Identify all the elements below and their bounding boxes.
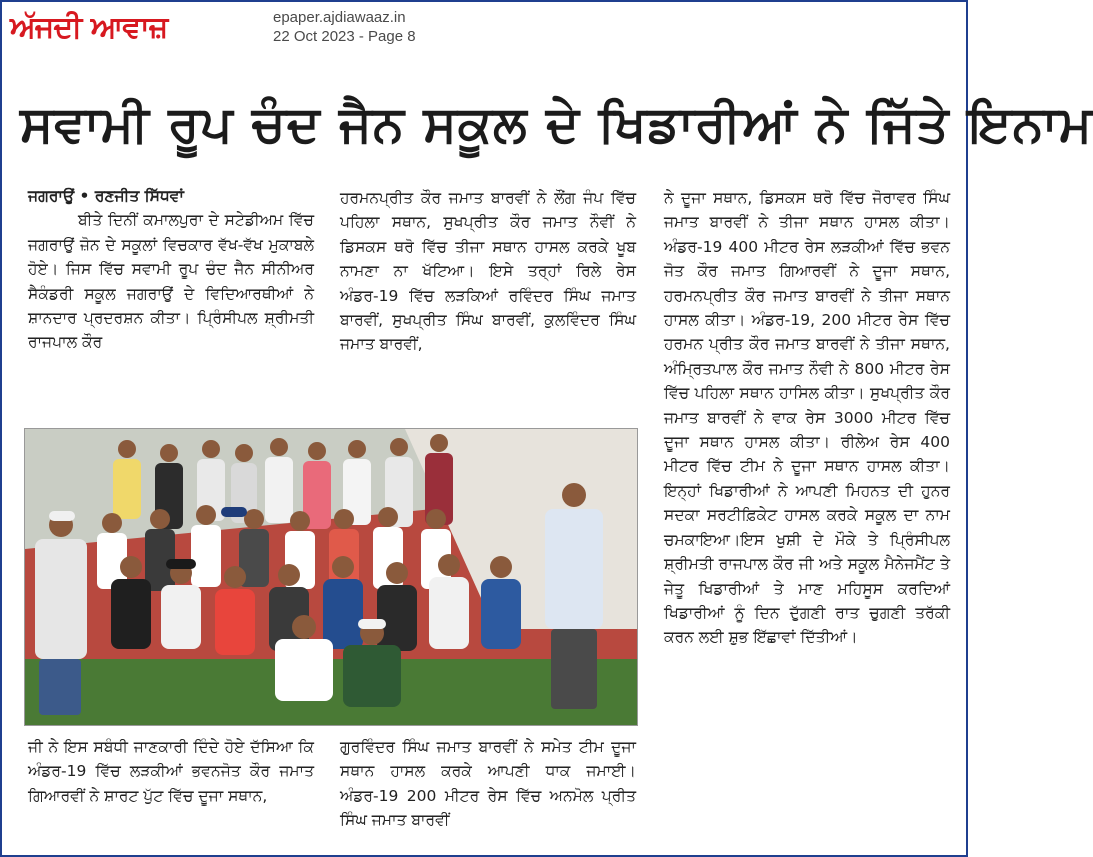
col1-top-text: ਬੀਤੇ ਦਿਨੀਂ ਕਮਾਲਪੁਰਾ ਦੇ ਸਟੇਡੀਅਮ ਵਿੱਚ ਜਗਰਾਉਂ ਜ਼ੋਨ ਦੇ ਸਕੂਲਾਂ ਵਿਚਕਾਰ ਵੱਖ-ਵੱਖ ਮੁਕਾਬਲੇ ਹੋਏ। ਜਿਸ ਵਿੱਚ ਸਵਾਮੀ ਰੂਪ ਚੰਦ ਜੈਨ ਸੀਨੀਅਰ ਸੈਕੰਡਰੀ ਸਕੂਲ ਜਗਰਾਉਂ ਦੇ ਵਿਦਿਆਰਥੀਆਂ ਨੇ ਸ਼ਾਨਦਾਰ ਪ੍ਰਦਰਸ਼ਨ ਕੀਤਾ। ਪ੍ਰਿੰਸੀਪਲ ਸ਼੍ਰੀਮਤੀ ਰਾਜਪਾਲ ਕੌਰ	[28, 211, 314, 352]
headline: ਸਵਾਮੀ ਰੂਪ ਚੰਦ ਜੈਨ ਸਕੂਲ ਦੇ ਖਿਡਾਰੀਆਂ ਨੇ ਜਿੱਤੇ ਇਨਾਮ	[20, 95, 1093, 153]
col3-text: ਨੇ ਦੂਜਾ ਸਥਾਨ, ਡਿਸਕਸ ਥਰੋ ਵਿੱਚ ਜੋਰਾਵਰ ਸਿੰਘ ਜਮਾਤ ਬਾਰਵੀਂ ਨੇ ਤੀਜਾ ਸਥਾਨ ਹਾਸਲ ਕੀਤਾ। ਅੰਡਰ-19 400 ਮੀਟਰ ਰੇਸ ਲੜਕੀਆਂ ਵਿੱਚ ਭਵਨ ਜੋਤ ਕੌਰ ਜਮਾਤ ਗਿਆਰਵੀਂ ਨੇ ਦੂਜਾ ਸਥਾਨ, ਹਰਮਨਪ੍ਰੀਤ ਕੌਰ ਜਮਾਤ ਬਾਰਵੀਂ ਨੇ ਤੀਜਾ ਸਥਾਨ ਹਾਸਲ ਕੀਤਾ। ਅੰਡਰ-19, 200 ਮੀਟਰ ਰੇਸ ਵਿੱਚ ਹਰਮਨ ਪ੍ਰੀਤ ਕੌਰ ਜਮਾਤ ਬਾਰਵੀਂ ਨੇ ਤੀਜਾ ਸਥਾਨ, ਅੰਮ੍ਰਿਤਪਾਲ ਕੌਰ ਜਮਾਤ ਨੌਵੀ ਨੇ 800 ਮੀਟਰ ਰੇਸ ਵਿੱਚ ਪਹਿਲਾ ਸਥਾਨ ਹਾਸਿਲ ਕੀਤਾ। ਸੁਖਪ੍ਰੀਤ ਕੌਰ ਜਮਾਤ ਬਾਰਵੀਂ ਨੇ ਵਾਕ ਰੇਸ 3000 ਮੀਟਰ ਵਿੱਚ ਦੂਜਾ ਸਥਾਨ ਹਾਸਲ ਕੀਤਾ। ਰੀਲੇਅ ਰੇਸ 400 ਮੀਟਰ ਵਿੱਚ ਟੀਮ ਨੇ ਦੂਜਾ ਸਥਾਨ ਹਾਸਲ ਕੀਤਾ। ਇਨ੍ਹਾਂ ਖਿਡਾਰੀਆਂ ਨੇ ਆਪਣੀ ਮਿਹਨਤ ਦੀ ਹੁਨਰ ਸਦਕਾ ਸਰਟੀਫ਼ਿਕੇਟ ਹਾਸਲ ਕਰਕੇ ਸਕੂਲ ਦਾ ਨਾਮ ਚਮਕਾਇਆ।ਇਸ ਖੁਸ਼ੀ ਦੇ ਮੌਕੇ ਤੇ ਪ੍ਰਿੰਸੀਪਲ ਸ਼੍ਰੀਮਤੀ ਰਾਜਪਾਲ ਕੌਰ ਜੀ ਅਤੇ ਸਕੂਲ ਮੈਨੇਜਮੈਂਟ ਤੇ ਜੇਤੂ ਖਿਡਾਰੀਆਂ ਤੇ ਮਾਣ ਮਹਿਸੂਸ ਕਰਦਿਆਂ ਖਿਡਾਰੀਆਂ ਨੂੰ ਦਿਨ ਦੁੱਗਣੀ ਰਾਤ ਚੁਗਣੀ ਤਰੱਕੀ ਕਰਨ ਲਈ ਸ਼ੁਭ ਇੱਛਾਵਾਂ ਦਿੱਤੀਆਂ।	[664, 189, 950, 647]
masthead-meta	[273, 8, 416, 46]
site-url[interactable]: epaper.ajdiawaaz.in	[273, 9, 406, 26]
byline: ਜਗਰਾਉਂ • ਰਣਜੀਤ ਸਿੱਧਵਾਂ	[28, 187, 184, 205]
article-column-1-top	[28, 184, 314, 414]
team-photo-illustration	[25, 429, 637, 725]
col1-bottom-text: ਜੀ ਨੇ ਇਸ ਸਬੰਧੀ ਜਾਣਕਾਰੀ ਦਿੰਦੇ ਹੋਏ ਦੱਸਿਆ ਕਿ ਅੰਡਰ-19 ਵਿੱਚ ਲੜਕੀਆਂ ਭਵਨਜੋਤ ਕੌਰ ਜਮਾਤ ਗਿਆਰਵੀਂ ਨੇ ਸ਼ਾਰਟ ਪੁੱਟ ਵਿੱਚ ਦੂਜਾ ਸਥਾਨ,	[28, 738, 314, 805]
col2-bottom-text: ਗੁਰਵਿੰਦਰ ਸਿੰਘ ਜਮਾਤ ਬਾਰਵੀਂ ਨੇ ਸਮੇਤ ਟੀਮ ਦੂਜਾ ਸਥਾਨ ਹਾਸਲ ਕਰਕੇ ਆਪਣੀ ਧਾਕ ਜਮਾਈ। ਅੰਡਰ-19 200 ਮੀਟਰ ਰੇਸ ਵਿੱਚ ਅਨਮੋਲ ਪ੍ਰੀਤ ਸਿੰਘ ਜਮਾਤ ਬਾਰਵੀਂ	[340, 738, 636, 830]
article-column-3	[664, 186, 950, 846]
date-page: 22 Oct 2023 - Page 8	[273, 28, 416, 45]
col2-top-text: ਹਰਮਨਪ੍ਰੀਤ ਕੌਰ ਜਮਾਤ ਬਾਰਵੀਂ ਨੇ ਲੌਂਗ ਜੰਪ ਵਿੱਚ ਪਹਿਲਾ ਸਥਾਨ, ਸੁਖਪ੍ਰੀਤ ਕੌਰ ਜਮਾਤ ਨੌਵੀਂ ਨੇ ਡਿਸਕਸ ਥਰੋ ਵਿੱਚ ਤੀਜਾ ਸਥਾਨ ਹਾਸਲ ਕਰਕੇ ਖੂਬ ਨਾਮਣਾ ਨਾ ਖੱਟਿਆ। ਇਸੇ ਤਰ੍ਹਾਂ ਰਿਲੇ ਰੇਸ ਅੰਡਰ-19 ਵਿੱਚ ਲੜਕਿਆਂ ਰਵਿੰਦਰ ਸਿੰਘ ਜਮਾਤ ਬਾਰਵੀਂ, ਸੁਖਪ੍ਰੀਤ ਸਿੰਘ ਬਾਰਵੀਂ, ਕੁਲਵਿੰਦਰ ਸਿੰਘ ਜਮਾਤ ਬਾਰਵੀਂ,	[340, 189, 636, 354]
logo-text: ਅੱਜਦੀ ਆਵਾਜ਼	[10, 10, 168, 45]
article-column-1-bottom	[28, 735, 314, 853]
team-photo	[24, 428, 638, 726]
article-column-2-bottom	[340, 735, 636, 853]
newspaper-logo	[10, 10, 167, 45]
article-column-2-top	[340, 186, 636, 414]
